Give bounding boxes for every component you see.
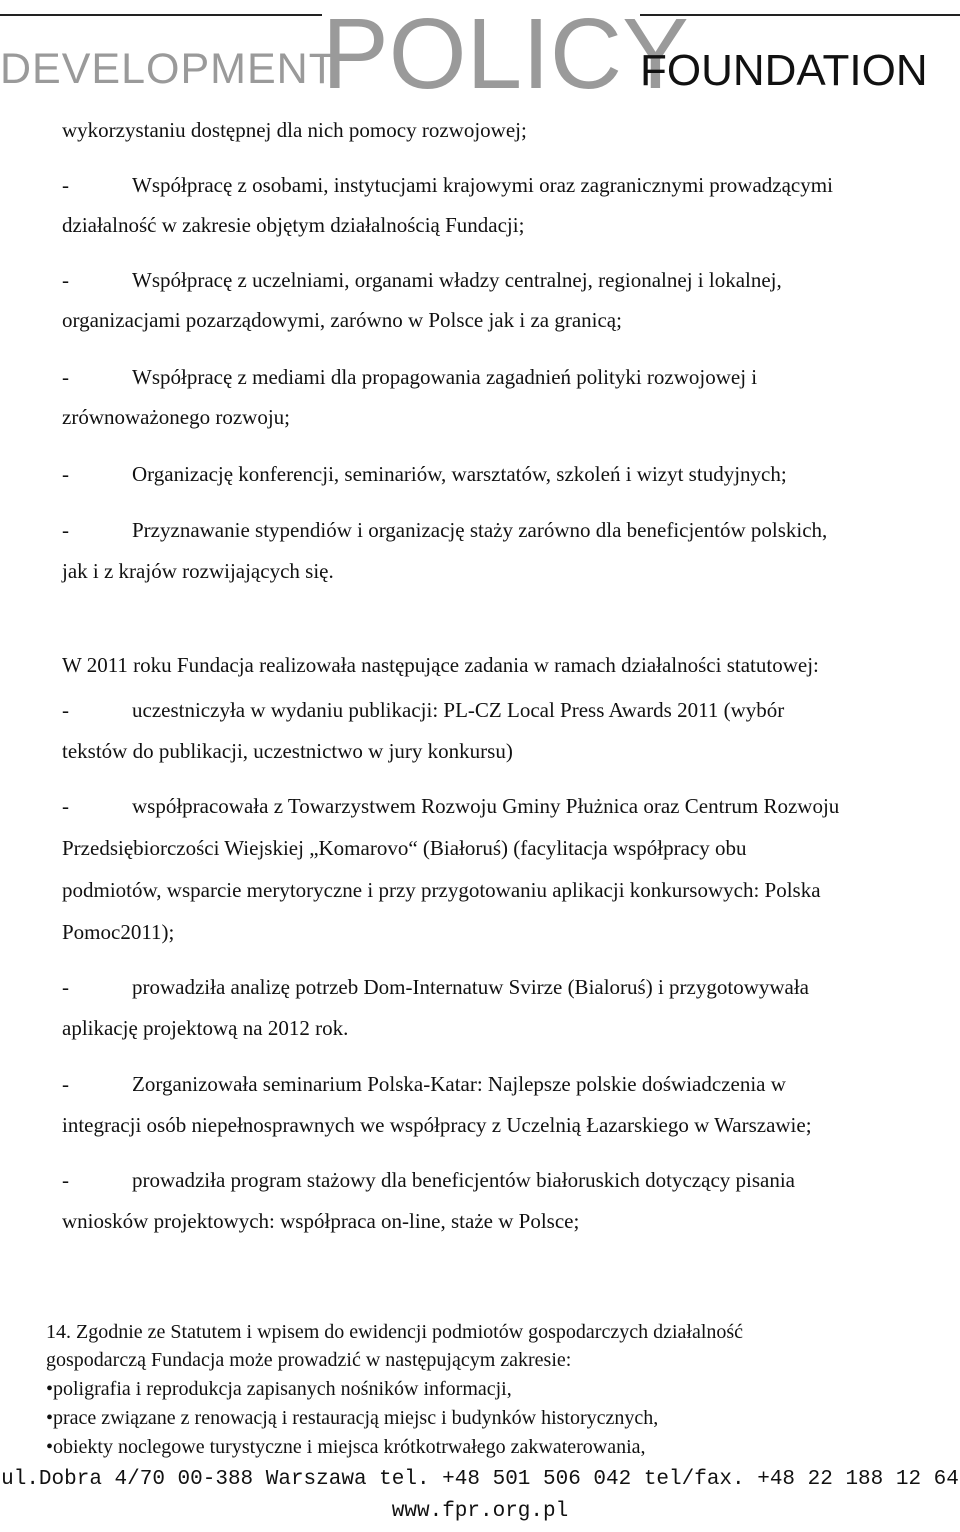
list-dash: - [62,1168,69,1192]
list-item-text: Przyznawanie stypendiów i organizację staży zarówno dla beneficjentów polskich, [132,518,828,542]
logo-foundation: FOUNDATION [640,46,928,95]
paragraph-line: integracji osób niepełnosprawnych we współpracy z Uczelnią Łazarskiego w Warszawie; [62,1113,812,1137]
paragraph-line: Pomoc2011); [62,920,175,944]
paragraph-line: jak i z krajów rozwijających się. [62,559,334,583]
list-dash: - [62,975,69,999]
list-item-text: Współpracę z mediami dla propagowania zagadnień polityki rozwojowej i [132,365,758,389]
list-item-text: Organizację konferencji, seminariów, warsztatów, szkoleń i wizyt studyjnych; [132,462,787,486]
list-item-text: prowadziła analizę potrzeb Dom-Internatuw Svirze (Bialoruś) i przygotowywała [132,975,810,999]
list-item [62,1158,952,1202]
paragraph-line: zrównoważonego rozwoju; [62,405,291,429]
list-item [62,965,952,1009]
paragraph-line: aplikację projektową na 2012 rok. [62,1016,349,1040]
list-dash: - [62,173,69,197]
list-item [62,688,952,732]
paragraph-line: podmiotów, wsparcie merytoryczne i przy przygotowaniu aplikacji konkursowych: Polska [62,878,821,902]
paragraph-line: Przedsiębiorczości Wiejskiej „Komarovo“ (Białoruś) (facylitacja współpracy obu [62,836,747,860]
list-item-text: prowadziła program stażowy dla beneficjentów białoruskich dotyczący pisania [132,1168,796,1192]
paragraph-line: działalność w zakresie objętym działalnością Fundacji; [62,213,525,237]
list-item [62,452,952,496]
paragraph-line: wykorzystaniu dostępnej dla nich pomocy rozwojowej; [62,118,527,142]
list-dash: - [62,794,69,818]
list-item [62,784,952,828]
list-dash: - [62,1072,69,1096]
footer-website-link[interactable]: www.fpr.org.pl [391,1500,569,1523]
list-dash: - [62,462,69,486]
list-item [62,508,952,552]
paragraph-line: organizacjami pozarządowymi, zarówno w Polsce jak i za granicą; [62,308,622,332]
footer-address: ul.Dobra 4/70 00-388 Warszawa tel. +48 501 506 042 tel/fax. +48 22 188 12 64 [1,1468,959,1491]
list-item [62,163,952,207]
section-14-line: gospodarczą Fundacja może prowadzić w następującym zakresie: [46,1349,572,1371]
paragraph-line: W 2011 roku Fundacja realizowała następujące zadania w ramach działalności statutowej: [62,653,819,677]
logo-policy: POLICY [322,0,689,110]
list-dash: - [62,365,69,389]
paragraph-line: tekstów do publikacji, uczestnictwo w jury konkursu) [62,739,513,763]
paragraph-line: wniosków projektowych: współpraca on-line, staże w Polsce; [62,1209,580,1233]
header-rule-left [0,14,322,16]
list-item-text: Współpracę z uczelniami, organami władzy centralnej, regionalnej i lokalnej, [132,268,782,292]
bullet-item: •obiekty noclegowe turystyczne i miejsca krótkotrwałego zakwaterowania, [46,1436,646,1458]
list-item-text: Zorganizowała seminarium Polska-Katar: Najlepsze polskie doświadczenia w [132,1072,786,1096]
list-item [62,258,952,302]
section-14-heading: 14. Zgodnie ze Statutem i wpisem do ewidencji podmiotów gospodarczych działalność [46,1321,744,1343]
page-header [0,0,960,110]
list-item [62,1062,952,1106]
list-item [62,355,952,399]
list-dash: - [62,268,69,292]
bullet-item: •prace związane z renowacją i restauracją miejsc i budynków historycznych, [46,1407,659,1429]
logo-development: DEVELOPMENT [0,45,336,93]
list-dash: - [62,518,69,542]
list-item-text: Współpracę z osobami, instytucjami krajowymi oraz zagranicznymi prowadzącymi [132,173,833,197]
list-dash: - [62,698,69,722]
list-item-text: uczestniczyła w wydaniu publikacji: PL-CZ Local Press Awards 2011 (wybór [132,698,785,722]
bullet-item: •poligrafia i reprodukcja zapisanych nośników informacji, [46,1378,512,1400]
list-item-text: współpracowała z Towarzystwem Rozwoju Gminy Płużnica oraz Centrum Rozwoju [132,794,840,818]
